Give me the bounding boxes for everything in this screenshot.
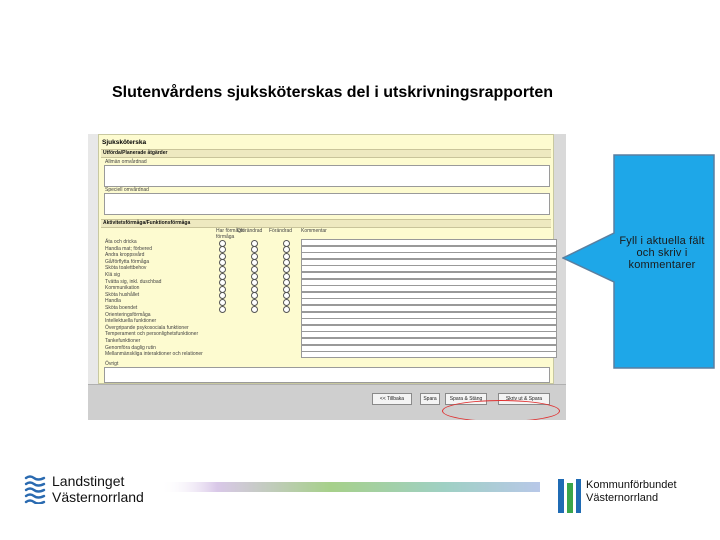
landstinget-line2: Västernorrland: [52, 489, 144, 505]
ability-row-label: Övergripande psykosociala funktioner: [105, 324, 189, 331]
ability-row-label: Intellektuella funktioner: [105, 318, 157, 325]
ability-row-label: Handla mat; förbered: [105, 245, 152, 252]
landstinget-line1: Landstinget: [52, 473, 125, 489]
callout-text: Fyll i aktuella fält och skriv i kommentarer: [619, 235, 705, 271]
ability-row-label: Sköta toalettbehov: [105, 265, 147, 272]
field-label-other: Övrigt: [105, 361, 119, 367]
save-button[interactable]: Spara: [420, 393, 440, 405]
comment-input[interactable]: [301, 351, 557, 358]
radio-has-ability[interactable]: [219, 299, 226, 306]
col-header-unchanged: Oförändrad: [237, 228, 263, 234]
form-panel: [98, 134, 554, 384]
ability-row-label: Temperament och personlighetsfunktioner: [105, 331, 199, 338]
slide-title: Slutenvårdens sjuksköterskas del i utskrivningsrapporten: [112, 84, 554, 101]
footer-color-stripe: [160, 482, 540, 492]
field-label-general: Allmän omvårdnad: [105, 159, 147, 165]
col-header-has-ability-2: förmåga: [216, 234, 235, 240]
radio-unchanged[interactable]: [251, 299, 258, 306]
ability-row-label: Klä sig: [105, 272, 121, 278]
kommunforbundet-line1: Kommunförbundet: [586, 479, 677, 491]
col-header-changed: Förändrad: [269, 228, 293, 234]
landstinget-logo-text: [52, 473, 144, 505]
radio-changed[interactable]: [283, 306, 290, 313]
ability-row-label: Kommunikation: [105, 285, 140, 292]
ability-row-label: Gå/förflytta förmåga: [105, 258, 150, 265]
highlight-ellipse: [442, 400, 560, 420]
col-header-has-ability: Har förmåga: [216, 228, 244, 234]
ability-row-label: Handla: [105, 298, 121, 305]
general-care-textarea[interactable]: [104, 165, 550, 187]
landstinget-logo-icon: [24, 474, 46, 504]
ability-row-label: Tvätta sig, inkl. duschbad: [105, 278, 162, 285]
kommunforbundet-logo-icon: [558, 479, 582, 513]
radio-unchanged[interactable]: [251, 306, 258, 313]
ability-row-label: Sköta boendet: [105, 305, 138, 311]
print-save-button[interactable]: Skriv ut & Spara: [498, 393, 550, 405]
field-label-special: Speciell omvårdnad: [105, 187, 149, 193]
ability-row-label: Genomföra daglig rutin: [105, 344, 156, 351]
kommunforbundet-logo-text: [586, 479, 677, 505]
ability-row-label: Orienteringsförmåga: [105, 311, 151, 318]
save-close-button[interactable]: Spara & Stäng: [445, 393, 487, 405]
ability-row-label: Äta och dricka: [105, 239, 137, 245]
special-care-textarea[interactable]: [104, 193, 550, 215]
radio-changed[interactable]: [283, 266, 290, 273]
other-textarea[interactable]: [104, 367, 550, 383]
radio-unchanged[interactable]: [251, 266, 258, 273]
form-heading: Sjuksköterska: [102, 139, 147, 146]
col-header-comment: Kommentar: [301, 228, 327, 234]
radio-has-ability[interactable]: [219, 266, 226, 273]
ability-row-label: Sköta hushållet: [105, 291, 140, 298]
section-title-ability: Aktivitetsförmåga/Funktionsförmåga: [103, 220, 191, 226]
radio-has-ability[interactable]: [219, 306, 226, 313]
form-screenshot: [88, 134, 566, 420]
ability-row-label: Andra kroppsvård: [105, 252, 145, 259]
back-button[interactable]: << Tillbaka: [372, 393, 412, 405]
section-title-actions: Utförda/Planerade åtgärder: [103, 150, 168, 156]
kommunforbundet-line2: Västernorrland: [586, 492, 659, 504]
ability-row-label: Mellanmänskliga interaktioner och relationer: [105, 351, 203, 358]
radio-changed[interactable]: [283, 299, 290, 306]
ability-row-label: Tankefunktioner: [105, 338, 141, 344]
section-bar-1: [101, 149, 551, 158]
